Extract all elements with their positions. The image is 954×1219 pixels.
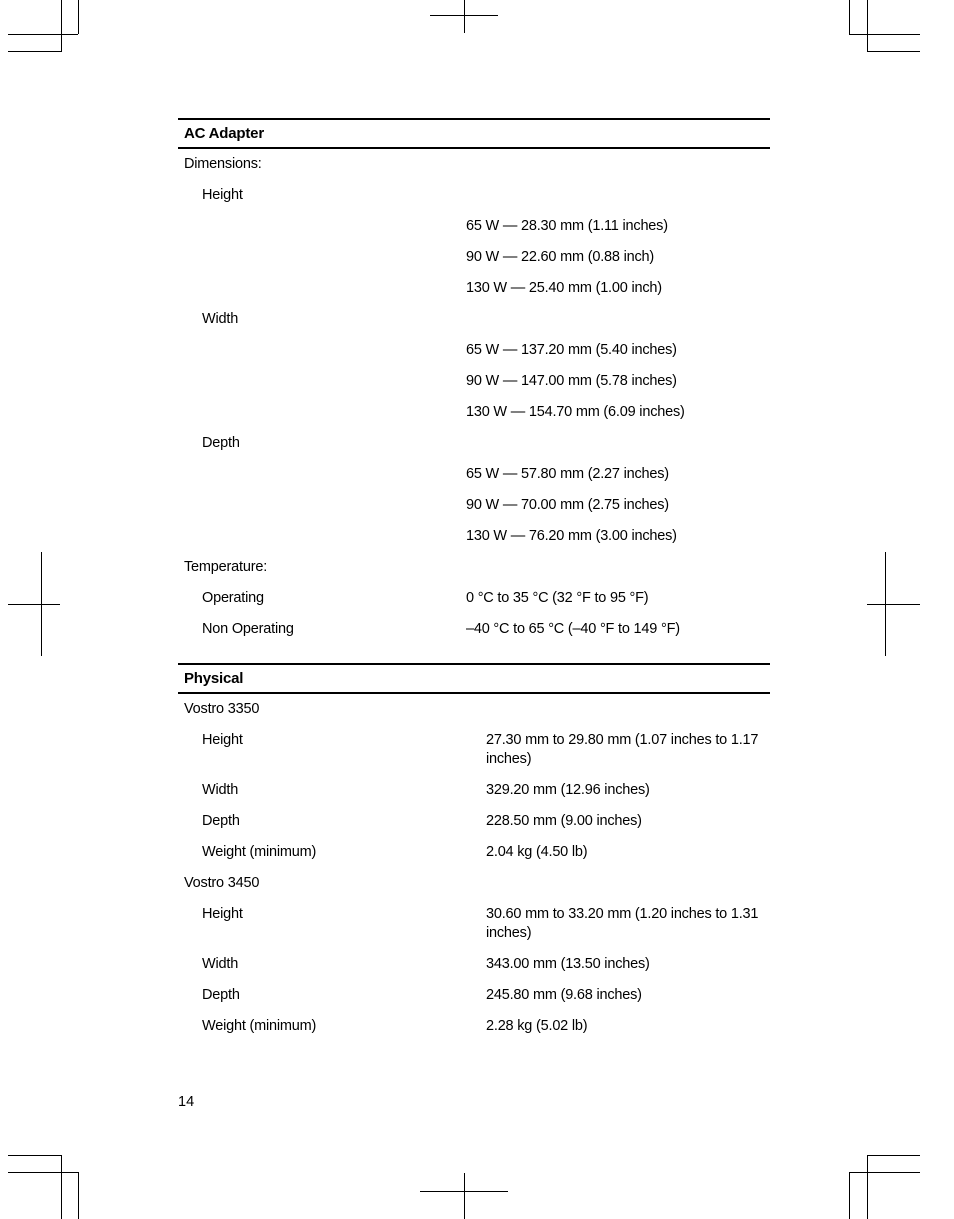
- table-row: [178, 614, 770, 645]
- table-row: [178, 949, 770, 980]
- table-row: [178, 552, 770, 583]
- crop-mark: [8, 51, 61, 52]
- depth-value: 90 W — 70.00 mm (2.75 inches): [466, 497, 669, 513]
- crop-mark: [867, 1155, 868, 1219]
- depth-label: Depth: [202, 813, 240, 829]
- table-row: [178, 1011, 770, 1042]
- table-row: [178, 428, 770, 459]
- depth-value: 65 W — 57.80 mm (2.27 inches): [466, 466, 669, 482]
- table-row: [178, 521, 770, 552]
- crop-mark: [867, 0, 868, 52]
- crop-mark: [8, 34, 78, 35]
- operating-label: Operating: [202, 590, 264, 606]
- table-row: [178, 868, 770, 899]
- operating-value: 0 °C to 35 °C (32 °F to 95 °F): [466, 590, 649, 606]
- table-row: [178, 180, 770, 211]
- physical-heading: Physical: [178, 663, 770, 694]
- width-label: Width: [202, 956, 239, 972]
- dimensions-label: Dimensions:: [184, 156, 262, 172]
- crop-mark: [849, 1172, 920, 1173]
- height-value: 27.30 mm to 29.80 mm (1.07 inches to 1.17 inches): [486, 732, 759, 767]
- table-row: [178, 149, 770, 180]
- height-label: Height: [202, 187, 243, 203]
- table-row: [178, 694, 770, 725]
- width-value: 130 W — 154.70 mm (6.09 inches): [466, 404, 685, 420]
- weight-value: 2.28 kg (5.02 lb): [486, 1018, 588, 1034]
- weight-label: Weight (minimum): [202, 1018, 317, 1034]
- table-row: [178, 242, 770, 273]
- depth-value: 130 W — 76.20 mm (3.00 inches): [466, 528, 677, 544]
- table-row: [178, 980, 770, 1011]
- registration-mark: [867, 604, 920, 605]
- table-row: [178, 899, 770, 949]
- height-label: Height: [202, 732, 243, 748]
- table-row: [178, 459, 770, 490]
- height-value: 65 W — 28.30 mm (1.11 inches): [466, 218, 668, 234]
- width-label: Width: [202, 311, 239, 327]
- table-row: [178, 397, 770, 428]
- crop-mark: [867, 1155, 920, 1156]
- crop-mark: [867, 51, 920, 52]
- registration-mark: [464, 1173, 465, 1219]
- height-value: 130 W — 25.40 mm (1.00 inch): [466, 280, 662, 296]
- model-name: Vostro 3450: [184, 875, 260, 891]
- non-operating-value: –40 °C to 65 °C (–40 °F to 149 °F): [466, 621, 680, 637]
- crop-mark: [61, 1155, 62, 1219]
- crop-mark: [78, 0, 79, 34]
- width-value: 90 W — 147.00 mm (5.78 inches): [466, 373, 677, 389]
- table-row: [178, 366, 770, 397]
- crop-mark: [78, 1172, 79, 1219]
- width-label: Width: [202, 782, 239, 798]
- table-row: [178, 725, 770, 775]
- crop-mark: [8, 1172, 78, 1173]
- depth-value: 245.80 mm (9.68 inches): [486, 987, 642, 1003]
- model-name: Vostro 3350: [184, 701, 260, 717]
- table-row: [178, 304, 770, 335]
- width-value: 329.20 mm (12.96 inches): [486, 782, 650, 798]
- depth-label: Depth: [202, 987, 240, 1003]
- table-row: [178, 583, 770, 614]
- depth-label: Depth: [202, 435, 240, 451]
- table-row: [178, 211, 770, 242]
- weight-label: Weight (minimum): [202, 844, 317, 860]
- ac-adapter-heading: AC Adapter: [178, 118, 770, 149]
- table-row: [178, 490, 770, 521]
- table-row: [178, 775, 770, 806]
- table-row: [178, 806, 770, 837]
- table-row: [178, 837, 770, 868]
- table-row: [178, 273, 770, 304]
- crop-mark: [849, 0, 850, 34]
- crop-mark: [849, 1172, 850, 1219]
- registration-mark: [464, 0, 465, 33]
- crop-mark: [8, 1155, 61, 1156]
- table-row: [178, 335, 770, 366]
- physical-table: [178, 663, 770, 1042]
- ac-adapter-table: [178, 118, 770, 645]
- height-label: Height: [202, 906, 243, 922]
- page-number: 14: [178, 1094, 195, 1110]
- registration-mark: [8, 604, 60, 605]
- weight-value: 2.04 kg (4.50 lb): [486, 844, 588, 860]
- width-value: 343.00 mm (13.50 inches): [486, 956, 650, 972]
- crop-mark: [61, 0, 62, 52]
- width-value: 65 W — 137.20 mm (5.40 inches): [466, 342, 677, 358]
- height-value: 90 W — 22.60 mm (0.88 inch): [466, 249, 655, 265]
- height-value: 30.60 mm to 33.20 mm (1.20 inches to 1.31 inches): [486, 906, 759, 941]
- depth-value: 228.50 mm (9.00 inches): [486, 813, 642, 829]
- crop-mark: [849, 34, 920, 35]
- non-operating-label: Non Operating: [202, 621, 294, 637]
- temperature-label: Temperature:: [184, 559, 268, 575]
